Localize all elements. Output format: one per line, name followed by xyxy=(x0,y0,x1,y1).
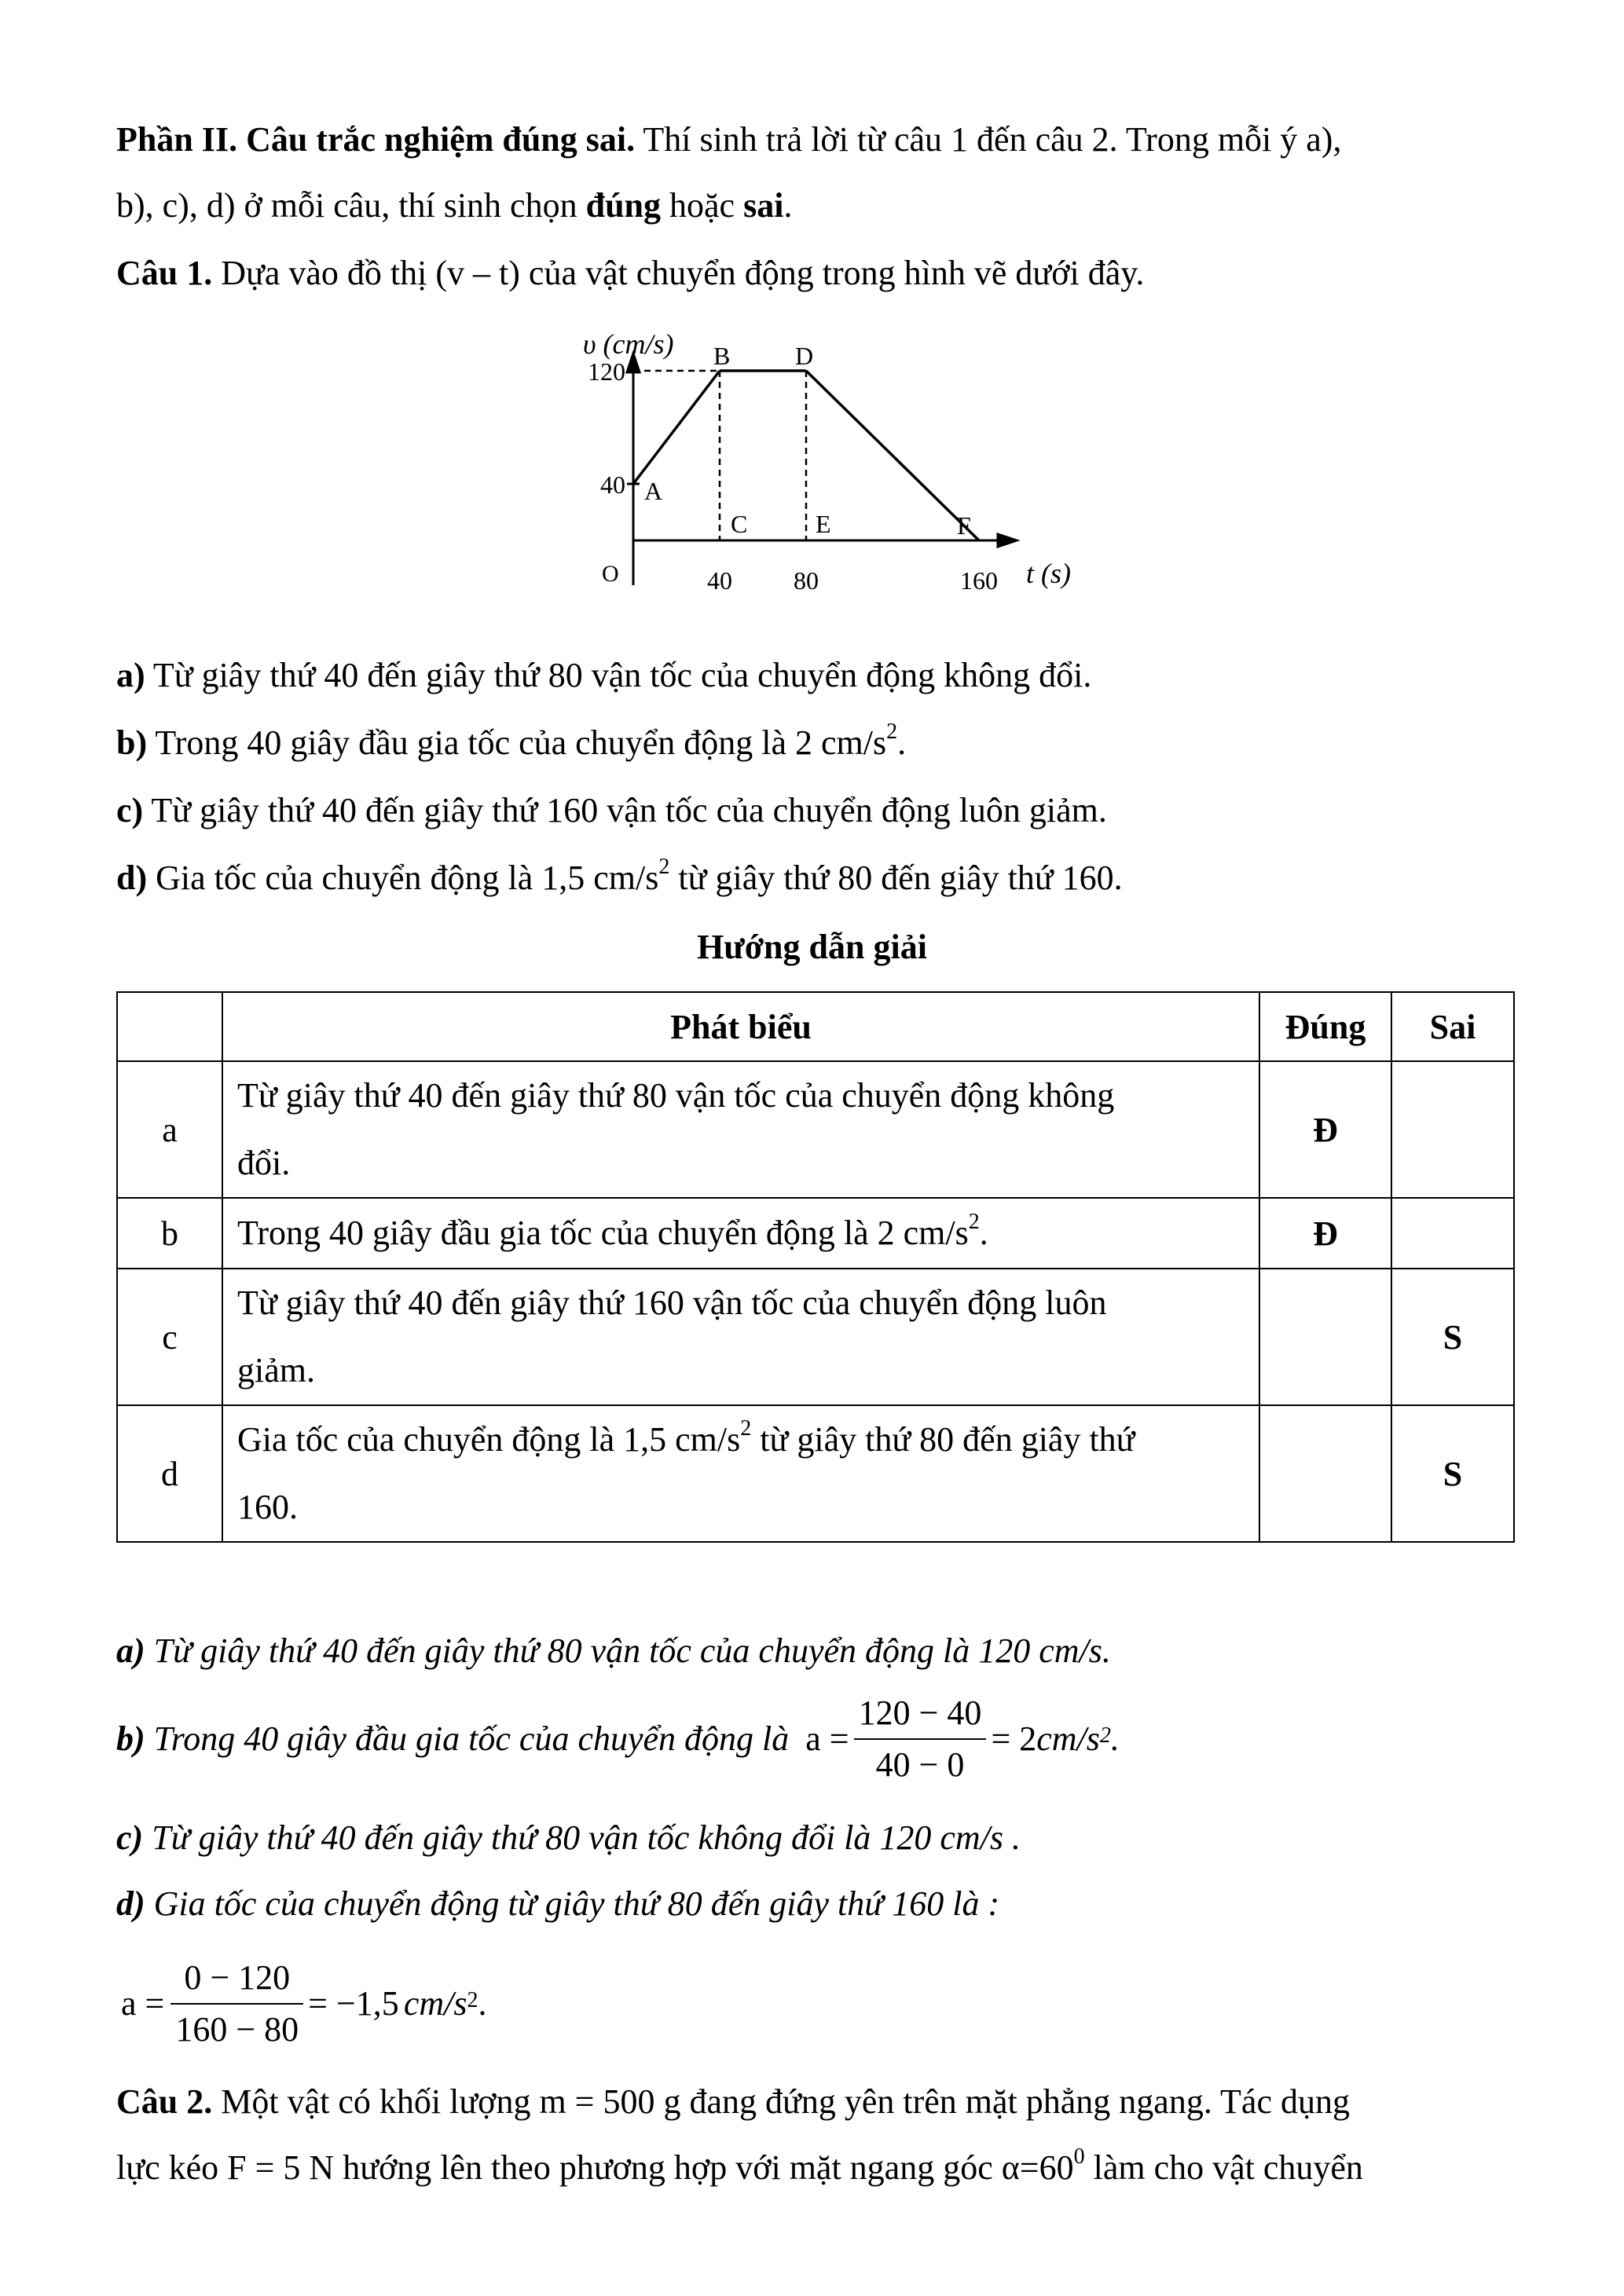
solution-d-text: Gia tốc của chuyển động từ giây thứ 80 đến giây thứ 160 là : xyxy=(145,1884,1000,1923)
point-label: F xyxy=(957,511,971,540)
header-correct: Đúng xyxy=(1259,992,1391,1061)
statement-b xyxy=(116,721,906,765)
statement-c-key: c) xyxy=(116,791,144,829)
solution-b-denominator: 40 − 0 xyxy=(875,1745,965,1784)
row-statement xyxy=(222,1061,1259,1198)
statement-c-text: Từ giây thứ 40 đến giây thứ 160 vận tốc của chuyển động luôn giảm. xyxy=(143,791,1107,829)
solution-a-key: a) xyxy=(116,1631,145,1670)
statement-d-key: d) xyxy=(116,859,148,897)
solution-d-fraction xyxy=(170,1956,303,2052)
solution-d-lhs: a = xyxy=(121,1984,165,2023)
statement-b-key: b) xyxy=(116,723,148,762)
solution-c-key: c) xyxy=(116,1818,144,1857)
row-exponent: 2 xyxy=(740,1416,752,1441)
part-heading-line-2 xyxy=(116,184,792,228)
question-1-label: Câu 1. xyxy=(116,254,213,292)
origin-label: O xyxy=(602,561,619,587)
instruction-text-mid: hoặc xyxy=(661,186,744,225)
row-statement-line-1: Từ giây thứ 40 đến giây thứ 160 vận tốc của chuyển động luôn xyxy=(237,1283,1107,1322)
statement-b-text: Trong 40 giây đầu gia tốc của chuyển động là 2 cm/s xyxy=(147,723,887,762)
point-label: E xyxy=(816,510,831,538)
row-exponent: 2 xyxy=(968,1210,980,1235)
table-row xyxy=(117,1198,1514,1269)
row-correct-mark: Đ xyxy=(1259,1198,1391,1269)
question-1-text: Dựa vào đồ thị (v – t) của vật chuyển động trong hình vẽ dưới đây. xyxy=(212,254,1145,292)
v-axis-label: υ (cm/s) xyxy=(583,328,674,360)
instruction-false: sai xyxy=(743,186,784,225)
row-statement-line-2: giảm. xyxy=(237,1351,315,1390)
row-statement-tail: . xyxy=(979,1214,988,1252)
instruction-true: đúng xyxy=(585,186,662,225)
solution-b-rhs: = 2 xyxy=(991,1719,1037,1758)
velocity-time-graph xyxy=(566,322,1084,628)
question-2-text-line-2-end: làm cho vật chuyển xyxy=(1084,2148,1363,2187)
solution-d-numerator: 0 − 120 xyxy=(170,1956,303,2005)
solution-a-text: Từ giây thứ 40 đến giây thứ 80 vận tốc của chuyển động là 120 cm/s. xyxy=(145,1631,1111,1670)
guide-title: Hướng dẫn giải xyxy=(697,928,927,966)
solution-d-unit: cm/s xyxy=(403,1984,467,2023)
row-correct-mark: Đ xyxy=(1259,1061,1391,1198)
t-axis-label: t (s) xyxy=(1026,558,1071,589)
x-tick-label: 160 xyxy=(960,566,998,595)
row-wrong-mark: S xyxy=(1391,1269,1514,1405)
question-2-degree-exponent: 0 xyxy=(1073,2144,1085,2170)
row-wrong-mark xyxy=(1391,1061,1514,1198)
statement-a xyxy=(116,654,1091,698)
row-correct-mark xyxy=(1259,1405,1391,1542)
question-2-line-2 xyxy=(116,2146,1363,2190)
point-label: C xyxy=(731,510,748,538)
x-tick-label: 80 xyxy=(794,566,819,595)
solution-b-tail: . xyxy=(1110,1719,1120,1758)
solution-b-fraction xyxy=(854,1691,987,1787)
part-heading-line-1 xyxy=(116,118,1341,162)
solution-b-unit: cm/s xyxy=(1036,1719,1100,1758)
row-wrong-mark: S xyxy=(1391,1405,1514,1542)
row-statement-line-2: 160. xyxy=(237,1488,298,1526)
solution-d-rhs: = −1,5 xyxy=(308,1984,399,2023)
statement-a-text: Từ giây thứ 40 đến giây thứ 80 vận tốc của chuyển động không đổi. xyxy=(145,656,1092,694)
table-row xyxy=(117,1405,1514,1542)
question-2-label: Câu 2. xyxy=(116,2082,213,2121)
solution-a xyxy=(116,1629,1111,1673)
solution-d-formula: a = $\frac{0 - 120}{160 - 80}$ = −1,5 cm/s $^2$ . xyxy=(121,1953,486,2055)
statement-d-text: Gia tốc của chuyển động là 1,5 cm/s xyxy=(147,859,659,897)
row-key: b xyxy=(117,1198,222,1269)
statement-b-exponent: 2 xyxy=(886,720,898,745)
part-heading: Phần II. Câu trắc nghiệm đúng sai. xyxy=(116,120,636,159)
table-row xyxy=(117,1269,1514,1405)
t-axis-arrow-icon xyxy=(998,534,1017,547)
table-header-row xyxy=(117,992,1514,1061)
question-2-text-line-2: lực kéo F = 5 N hướng lên theo phương hợp với mặt ngang góc α=60 xyxy=(116,2148,1074,2187)
statement-d-exponent: 2 xyxy=(658,855,670,880)
question-1 xyxy=(116,251,1144,295)
table-row xyxy=(117,1061,1514,1198)
row-wrong-mark xyxy=(1391,1198,1514,1269)
velocity-segment xyxy=(633,371,720,484)
row-key: c xyxy=(117,1269,222,1405)
part-instructions: Thí sinh trả lời từ câu 1 đến câu 2. Trong mỗi ý a), xyxy=(635,120,1342,159)
question-2-text-line-1: Một vật có khối lượng m = 500 g đang đứng yên trên mặt phẳng ngang. Tác dụng xyxy=(212,2082,1350,2121)
solution-d-tail: . xyxy=(478,1984,487,2023)
solution-d-key: d) xyxy=(116,1884,145,1923)
solution-b-key: b) xyxy=(116,1719,145,1758)
row-correct-mark xyxy=(1259,1269,1391,1405)
statement-d-tail: từ giây thứ 80 đến giây thứ 160. xyxy=(669,859,1123,897)
instruction-text: b), c), d) ở mỗi câu, thí sinh chọn xyxy=(116,186,586,225)
statement-d xyxy=(116,856,1123,900)
velocity-segment xyxy=(806,371,979,540)
point-label: A xyxy=(644,477,663,505)
answer-table xyxy=(116,991,1515,1543)
row-statement-line-1: Trong 40 giây đầu gia tốc của chuyển động là 2 cm/s xyxy=(237,1214,969,1252)
header-wrong: Sai xyxy=(1391,992,1514,1061)
row-statement xyxy=(222,1198,1259,1269)
solution-c xyxy=(116,1816,1021,1860)
y-tick-label: 120 xyxy=(588,357,625,386)
question-2 xyxy=(116,2080,1350,2124)
row-statement-line-1: Từ giây thứ 40 đến giây thứ 80 vận tốc của chuyển động không xyxy=(237,1076,1115,1115)
row-statement-line-1: Gia tốc của chuyển động là 1,5 cm/s xyxy=(237,1420,741,1459)
point-label: B xyxy=(713,342,731,370)
header-key xyxy=(117,992,222,1061)
x-tick-label: 40 xyxy=(707,566,732,595)
solution-b-lhs: a = xyxy=(805,1719,849,1758)
point-label: D xyxy=(795,342,814,370)
statement-b-tail: . xyxy=(897,723,907,762)
solution-d xyxy=(116,1882,999,1926)
header-statement: Phát biểu xyxy=(222,992,1259,1061)
row-statement xyxy=(222,1405,1259,1542)
instruction-end: . xyxy=(783,186,793,225)
statement-a-key: a) xyxy=(116,656,145,694)
row-statement-line-2: đổi. xyxy=(237,1144,291,1182)
row-statement-tail: từ giây thứ 80 đến giây thứ xyxy=(751,1420,1135,1459)
solution-c-text: Từ giây thứ 40 đến giây thứ 80 vận tốc không đổi là 120 cm/s . xyxy=(143,1818,1021,1857)
statement-c xyxy=(116,789,1107,833)
solution-d-denominator: 160 − 80 xyxy=(175,2010,299,2049)
row-key: d xyxy=(117,1405,222,1542)
row-key: a xyxy=(117,1061,222,1198)
solution-b-text: Trong 40 giây đầu gia tốc của chuyển động là xyxy=(145,1719,798,1758)
row-statement xyxy=(222,1269,1259,1405)
solution-b: b) Trong 40 giây đầu gia tốc của chuyển động là a = $\frac{120 - 40}{40 - 0}$ = 2 cm/s $^2$ . xyxy=(116,1690,1120,1788)
y-tick-label: 40 xyxy=(600,471,625,499)
solution-b-numerator: 120 − 40 xyxy=(854,1691,987,1740)
